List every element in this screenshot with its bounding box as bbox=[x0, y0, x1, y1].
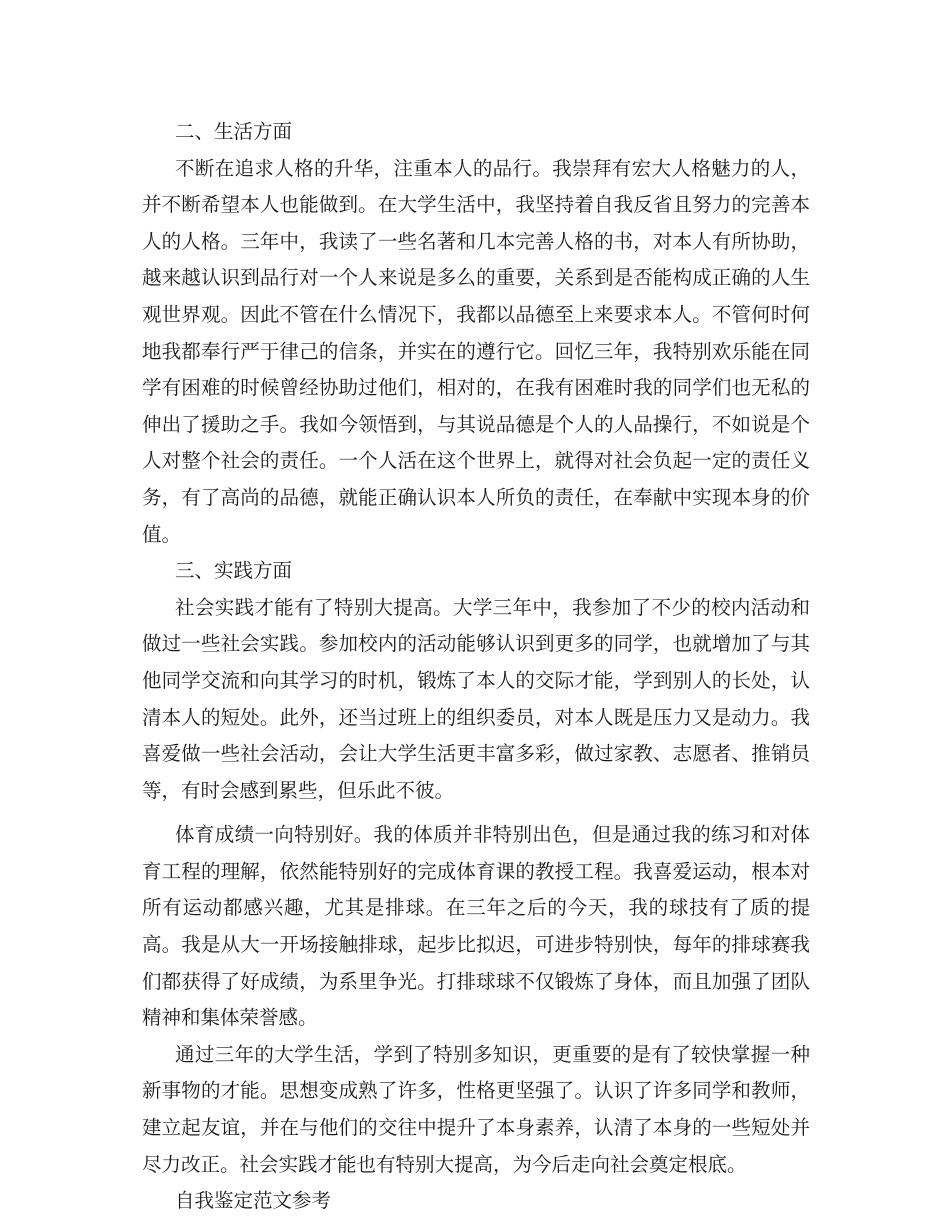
paragraph-practice-1: 社会实践才能有了特别大提高。大学三年中，我参加了不少的校内活动和做过一些社会实践。参加校内的活动能够认识到更多的同学，也就增加了与其他同学交流和向其学习的时机，锻炼了本人的交际才能，学到别人的长处，认清本人的短处。此外，还当过班上的组织委员，对本人既是压力又是动力。我喜爱做一些社会活动，会让大学生活更丰富多彩，做过家教、志愿者、推销员等，有时会感到累些，但乐此不彼。 bbox=[142, 595, 810, 802]
section-heading-practice: 三、实践方面 bbox=[175, 559, 293, 583]
paragraph-life: 不断在追求人格的升华，注重本人的品行。我崇拜有宏大人格魅力的人，并不断希望本人也能做到。在大学生活中，我坚持着自我反省且努力的完善本人的人格。三年中，我读了一些名著和几本完善人格的书，对本人有所协助，越来越认识到品行对一个人来说是多么的重要，关系到是否能构成正确的人生观世界观。因此不管在什么情况下，我都以品德至上来要求本人。不管何时何地我都奉行严于律己的信条，并实在的遵行它。回忆三年，我特别欢乐能在同学有困难的时候曾经协助过他们，相对的，在我有困难时我的同学们也无私的伸出了援助之手。我如今领悟到，与其说品德是个人的人品操行，不如说是个人对整个社会的责任。一个人活在这个世界上，就得对社会负起一定的责任义务，有了高尚的品德，就能正确认识本人所负的责任，在奉献中实现本身的价值。 bbox=[142, 156, 810, 546]
paragraph-practice-2: 体育成绩一向特别好。我的体质并非特别出色，但是通过我的练习和对体育工程的理解，依然能特别好的完成体育课的教授工程。我喜爱运动，根本对所有运动都感兴趣，尤其是排球。在三年之后的今天，我的球技有了质的提高。我是从大一开场接触排球，起步比拟迟，可进步特别快，每年的排球赛我们都获得了好成绩，为系里争光。打排球球不仅锻炼了身体，而且加强了团队精神和集体荣誉感。 bbox=[142, 823, 810, 1030]
section-heading-life: 二、生活方面 bbox=[175, 120, 293, 143]
section-heading-reference: 自我鉴定范文参考 bbox=[175, 1189, 332, 1213]
paragraph-practice-3: 通过三年的大学生活，学到了特别多知识，更重要的是有了较快掌握一种新事物的才能。思想变成熟了许多，性格更坚强了。认识了许多同学和教师，建立起友谊，并在与他们的交往中提升了本身素养，认清了本身的一些短处并尽力改正。社会实践才能也有特别大提高，为今后走向社会奠定根底。 bbox=[142, 1042, 810, 1176]
document-body bbox=[142, 114, 810, 1220]
